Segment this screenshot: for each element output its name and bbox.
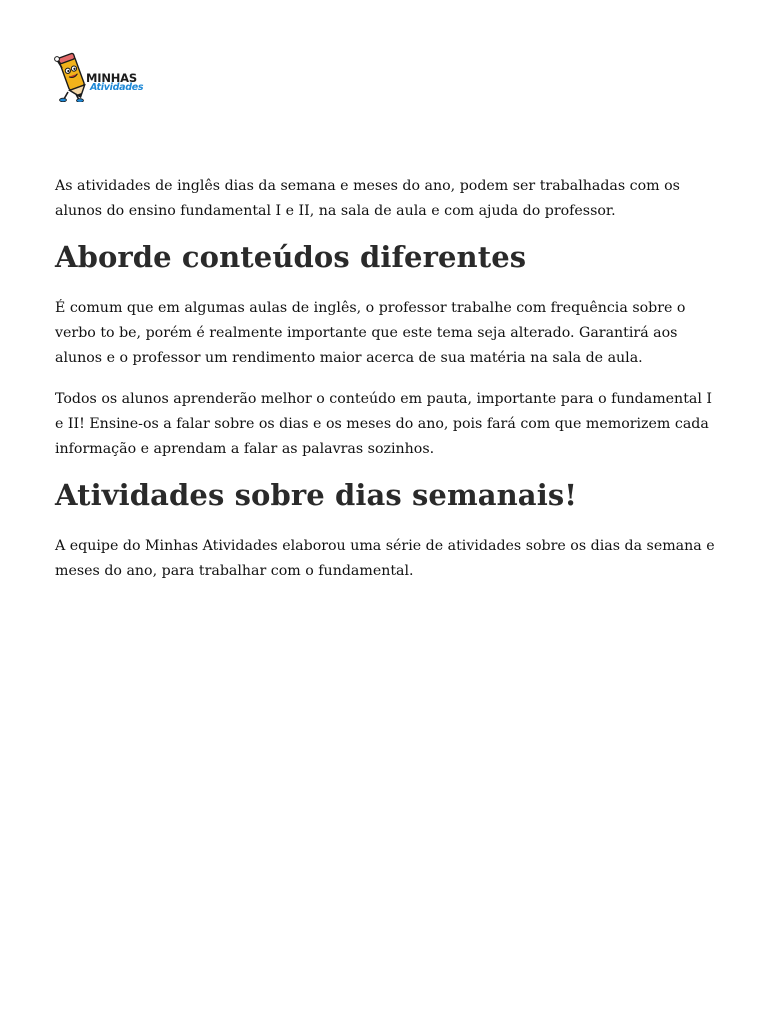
section1-paragraph-2: Todos os alunos aprenderão melhor o conteúdo em pauta, importante para o fundamental I e II! Ensine-os a falar sobre os dias e os meses do ano, pois fará com que memorizem cada informação e aprendam a falar as palavras sozinhos.	[55, 391, 713, 457]
section-heading-aborde: Aborde conteúdos diferentes	[55, 240, 527, 274]
section2-paragraph-1: A equipe do Minhas Atividades elaborou uma série de atividades sobre os dias da semana e meses do ano, para trabalhar com o fundamental.	[55, 538, 715, 579]
section1-paragraph-1: É comum que em algumas aulas de inglês, o professor trabalhe com frequência sobre o verbo to be, porém é realmente importante que este tema seja alterado. Garantirá aos alunos e o professor um rendimento maior acerca de sua matéria na sala de aula.	[55, 300, 686, 366]
intro-paragraph: As atividades de inglês dias da semana e meses do ano, podem ser trabalhadas com os alunos do ensino fundamental I e II, na sala de aula e com ajuda do professor.	[55, 178, 680, 219]
site-logo[interactable]	[54, 50, 144, 102]
logo-text-minhas: MINHAS	[86, 71, 137, 85]
article-body	[55, 174, 715, 600]
logo-text-atividades: Atividades	[90, 82, 144, 93]
section-heading-atividades: Atividades sobre dias semanais!	[55, 478, 578, 512]
